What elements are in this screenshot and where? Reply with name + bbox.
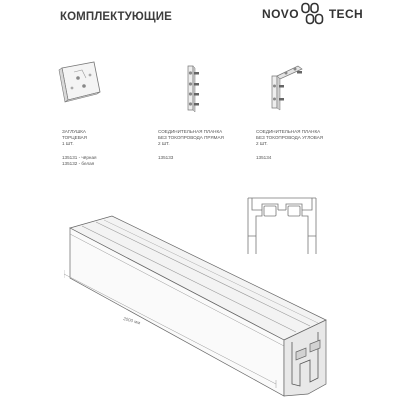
page-title: КОМПЛЕКТУЮЩИЕ — [60, 11, 172, 23]
part-3-caption: СОЕДИНИТЕЛЬНАЯ ПЛАНКА БЕЗ ТОКОПРОВОДА УГЛОВАЯ 2 ШТ. — [256, 129, 324, 147]
part-1-codes: 135131 - чёрная 135132 - белая — [62, 155, 97, 167]
end-cap-drawing — [56, 58, 104, 113]
part-2-codes: 135133 — [158, 155, 174, 160]
part-3-codes: 135134 — [256, 155, 272, 160]
corner-connector-drawing — [268, 62, 308, 117]
logo-mark-icon — [300, 2, 328, 26]
part-2-caption: СОЕДИНИТЕЛЬНАЯ ПЛАНКА БЕЗ ТОКОПРОВОДА ПРЯМАЯ 2 ШТ. — [158, 129, 224, 147]
logo-text: NOVO TECH — [262, 7, 364, 21]
brand-logo — [262, 2, 380, 26]
straight-connector-drawing — [182, 64, 202, 119]
track-profile-drawing — [64, 214, 334, 403]
track-length-label: 2000 мм — [122, 316, 141, 326]
part-1-caption: ЗАГЛУШКА ТОРЦЕВАЯ 1 ШТ. — [62, 129, 87, 147]
